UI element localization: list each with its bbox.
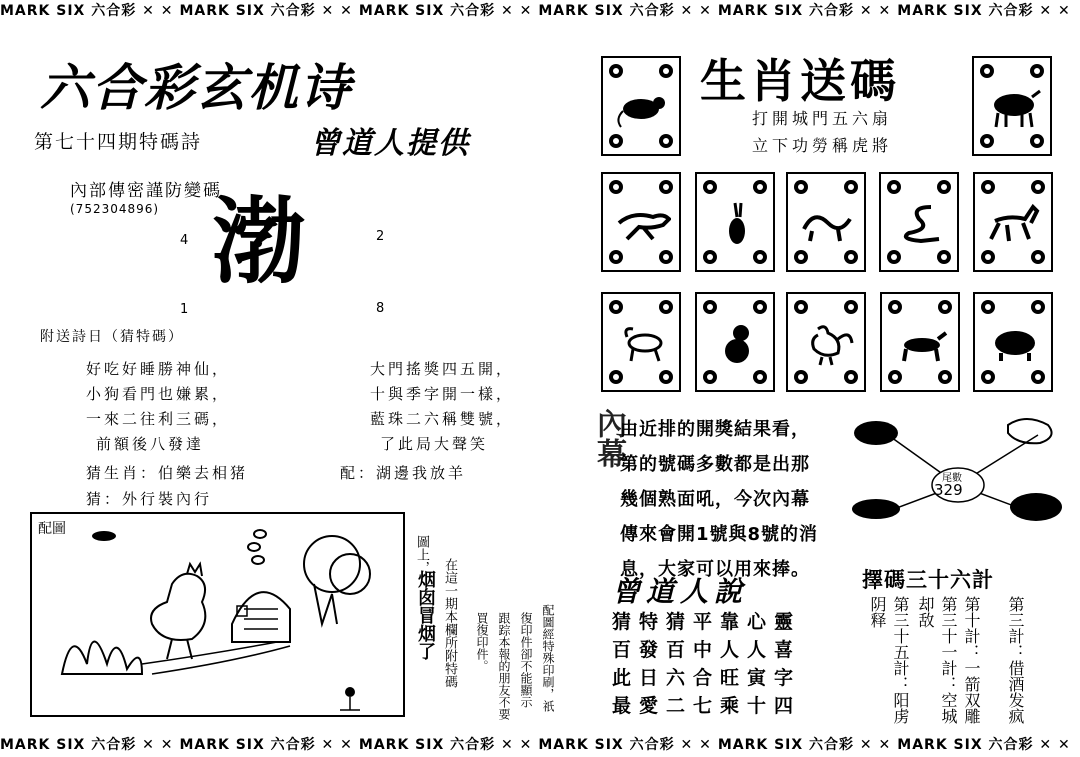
coin-icon	[609, 64, 623, 78]
digit-4: 4	[180, 233, 189, 248]
coin-icon	[981, 180, 995, 194]
band-unit: MARK SIX 六合彩 ✕ ✕	[0, 737, 174, 753]
snake-card	[879, 172, 959, 272]
coin-icon	[794, 180, 808, 194]
band-unit: MARK SIX 六合彩 ✕ ✕	[538, 3, 712, 19]
coin-icon	[937, 180, 951, 194]
says-row: 最愛二七乘十四	[612, 695, 802, 717]
coin-icon	[1031, 250, 1045, 264]
coin-icon	[794, 370, 808, 384]
note-column: 在這一期本欄所附特碼	[442, 558, 457, 688]
ox-card	[972, 56, 1052, 156]
coin-icon	[980, 64, 994, 78]
goat-card	[601, 292, 681, 392]
band-unit: MARK SIX 六合彩 ✕ ✕	[358, 3, 533, 19]
monkey-icon	[707, 319, 765, 367]
band-unit: MARK SIX 六合彩 ✕ ✕	[538, 737, 712, 753]
snake-icon	[891, 199, 949, 247]
coin-icon	[753, 370, 767, 384]
notice-block	[620, 412, 818, 587]
pig-card	[973, 292, 1053, 392]
coin-icon	[703, 370, 717, 384]
coin-icon	[659, 370, 673, 384]
coin-icon	[753, 300, 767, 314]
coin-icon	[981, 250, 995, 264]
band-unit: MARK SIX 六合彩 ✕ ✕	[897, 3, 1071, 19]
strategy-column: 第三十五計：阳虏阴释	[868, 596, 910, 724]
band-unit: MARK SIX 六合彩 ✕ ✕	[0, 3, 174, 19]
secret-heading: 內部傳密謹防變碼	[70, 181, 222, 201]
guess-zodiac-line: 猜生肖：伯樂去相猪	[86, 464, 249, 482]
note-column: 復印件卻不能顯示	[519, 612, 533, 708]
bottom-border-band	[0, 734, 1080, 756]
horse-icon	[985, 199, 1043, 247]
coin-icon	[659, 64, 673, 78]
band-unit: MARK SIX 六合彩 ✕ ✕	[717, 3, 892, 19]
band-unit: MARK SIX 六合彩 ✕ ✕	[179, 737, 353, 753]
zodiac-line-2: 立下功勞稱虎將	[752, 136, 893, 155]
notice-line: 第的號碼多數都是出那	[620, 454, 810, 475]
coin-icon	[937, 250, 951, 264]
riddle-picture-box	[30, 512, 405, 717]
issue-label: 第七十四期特碼詩	[34, 131, 203, 153]
rabbit-card	[695, 172, 775, 272]
strategy-column: 第十計：一箭双雕	[962, 596, 981, 724]
tail-value: 329	[934, 481, 963, 499]
coin-icon	[609, 180, 623, 194]
poem-right-line: 藍珠二六稱雙號，	[370, 410, 515, 428]
poem-left-line: 一來二往利三碼，	[86, 410, 231, 428]
band-unit: MARK SIX 六合彩 ✕ ✕	[897, 737, 1071, 753]
guess-line-2: 猜：外行裝內行	[86, 490, 213, 508]
coin-icon	[887, 180, 901, 194]
rooster-card	[786, 292, 866, 392]
pig-icon	[985, 319, 1043, 367]
digit-2: 2	[376, 229, 385, 244]
match-line: 配：湖邊我放羊	[340, 464, 467, 482]
tiger-icon	[613, 199, 671, 247]
gift-poem-label: 附送詩日（猜特碼）	[40, 329, 184, 345]
coin-icon	[703, 180, 717, 194]
band-unit: MARK SIX 六合彩 ✕ ✕	[179, 3, 353, 19]
poem-right-line: 大門搖獎四五開，	[370, 360, 515, 378]
coin-icon	[609, 370, 623, 384]
dragon-card	[786, 172, 866, 272]
coin-icon	[888, 370, 902, 384]
poem-right-line: 了此局大聲笑	[380, 435, 489, 453]
coin-icon	[659, 250, 673, 264]
coin-icon	[659, 180, 673, 194]
coin-icon	[1030, 64, 1044, 78]
notice-line: 由近排的開獎結果看，	[620, 419, 810, 440]
coin-icon	[609, 300, 623, 314]
rabbit-icon	[707, 199, 765, 247]
coin-icon	[938, 370, 952, 384]
coin-icon	[794, 300, 808, 314]
says-row: 百發百中人人喜	[612, 639, 802, 661]
picture-label: 配圖	[38, 521, 66, 537]
coin-icon	[938, 300, 952, 314]
caption-line-1: 圖上，	[414, 535, 429, 574]
coin-icon	[609, 250, 623, 264]
goat-icon	[613, 319, 671, 367]
coin-icon	[844, 250, 858, 264]
zodiac-title: 生肖送碼	[700, 54, 900, 108]
rooster-icon	[798, 319, 856, 367]
dog-icon	[892, 319, 950, 367]
left-title: 六合彩玄机诗	[40, 58, 352, 117]
poem-left-line: 前額後八發達	[96, 435, 205, 453]
note-column: 跟踪本報的朋友不要	[497, 612, 511, 720]
coin-icon	[753, 250, 767, 264]
says-title: 曾道人說	[612, 575, 749, 608]
coin-icon	[844, 370, 858, 384]
coin-icon	[1031, 370, 1045, 384]
tiger-card	[601, 172, 681, 272]
dog-card	[880, 292, 960, 392]
top-border-band	[0, 0, 1080, 22]
coin-icon	[609, 134, 623, 148]
coin-icon	[1030, 134, 1044, 148]
coin-icon	[794, 250, 808, 264]
puzzle-character: 渤	[212, 188, 303, 297]
note-column: 買復印件。	[475, 612, 489, 672]
rooster-house-illustration	[32, 514, 403, 715]
provider-label: 曾道人提供	[310, 126, 470, 161]
zodiac-line-1: 打開城門五六扇	[752, 109, 893, 128]
phone-number: (752304896)	[70, 202, 160, 216]
horse-card	[973, 172, 1053, 272]
coin-icon	[888, 300, 902, 314]
coin-icon	[981, 300, 995, 314]
note-column: 配圖經特殊印刷，祇	[541, 604, 555, 712]
coin-icon	[887, 250, 901, 264]
notice-line: 幾個熟面吼，今次內幕	[620, 489, 810, 510]
coin-icon	[1031, 300, 1045, 314]
coin-icon	[981, 370, 995, 384]
coin-icon	[844, 180, 858, 194]
notice-line: 息，大家可以用來捧。	[620, 559, 810, 580]
digit-1: 1	[180, 302, 189, 317]
says-grid	[612, 608, 822, 718]
monkey-card	[695, 292, 775, 392]
coin-icon	[980, 134, 994, 148]
tail-number-wheel	[848, 405, 1070, 565]
says-row: 此日六合旺寅字	[612, 667, 802, 689]
tail-label: 尾數	[942, 473, 962, 484]
ox-icon	[984, 83, 1042, 131]
coin-icon	[753, 180, 767, 194]
band-unit: MARK SIX 六合彩 ✕ ✕	[358, 737, 533, 753]
poem-left-line: 好吃好睡勝神仙，	[86, 360, 231, 378]
rat-icon	[613, 83, 671, 131]
strategy-column: 第三計：借酒发疯	[1006, 596, 1025, 724]
caption-line-2: 烟囱冒烟了	[415, 570, 436, 660]
says-row: 猜特猜平靠心靈	[612, 611, 802, 633]
coin-icon	[703, 250, 717, 264]
rat-card	[601, 56, 681, 156]
notice-side-label: 內幕	[591, 408, 626, 468]
coin-icon	[844, 300, 858, 314]
digit-8: 8	[376, 301, 385, 316]
strategy-column: 第三十一計：空城却敌	[916, 596, 958, 724]
coin-icon	[703, 300, 717, 314]
coin-icon	[1031, 180, 1045, 194]
poem-right-line: 十與季字開一樣，	[370, 385, 515, 403]
coin-icon	[659, 134, 673, 148]
notice-line: 傳來會開1號與8號的消	[620, 524, 819, 545]
strategy-title: 擇碼三十六計	[862, 568, 994, 592]
coin-icon	[659, 300, 673, 314]
poem-left-line: 小狗看門也嫌累，	[86, 385, 231, 403]
band-unit: MARK SIX 六合彩 ✕ ✕	[717, 737, 892, 753]
dragon-icon	[798, 199, 856, 247]
